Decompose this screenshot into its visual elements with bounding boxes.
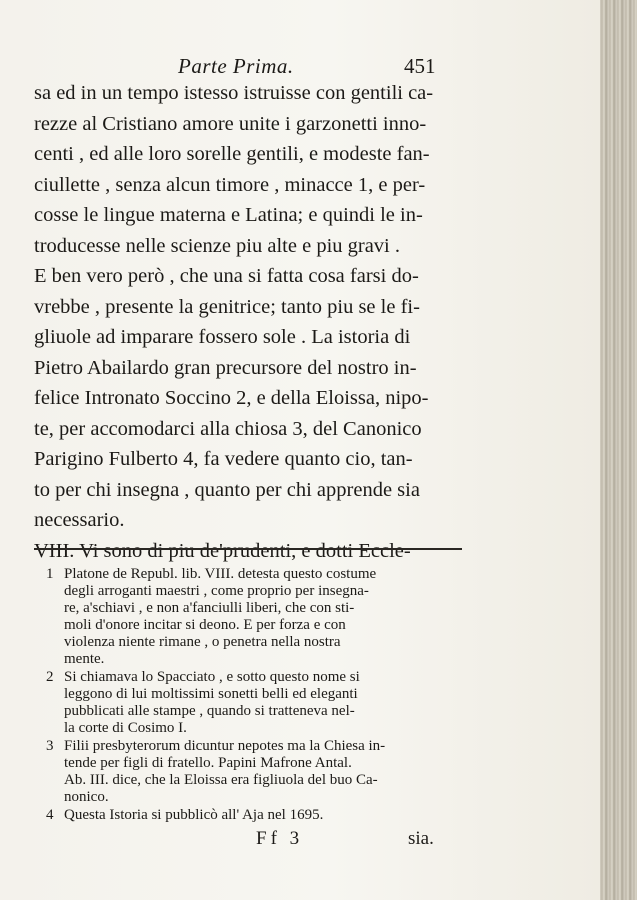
footnote-line: violenza niente rimane , o penetra nella nostra [64, 634, 341, 650]
footnote-line: degli arroganti maestri , come proprio per insegna- [64, 583, 369, 599]
text-line: gliuole ad imparare fossero sole . La istoria di [34, 326, 411, 348]
footnote-line: Ab. III. dice, che la Eloissa era figliuola del buo Ca- [64, 772, 378, 788]
footnote-number: 2 [46, 669, 54, 685]
footnote-number: 1 [46, 566, 54, 582]
text-line: necessario. [34, 509, 125, 531]
text-line: to per chi insegna , quanto per chi apprende sia [34, 478, 420, 501]
text-line: Pietro Abailardo gran precursore del nostro in- [34, 356, 417, 379]
footnote-line: tende per figli di fratello. Papini Mafrone Antal. [64, 755, 352, 771]
text-line: ciullette , senza alcun timore , minacce 1, e per- [34, 173, 426, 196]
text-line: sa ed in un tempo istesso istruisse con gentili ca- [34, 82, 434, 104]
text-line: cosse le lingue materna e Latina; e quindi le in- [34, 204, 423, 226]
signature-mark: Ff 3 [256, 828, 304, 849]
footnote-number: 4 [46, 807, 54, 823]
footnote [46, 566, 466, 668]
footnote-line: pubblicati alle stampe , quando si tratteneva nel- [64, 703, 355, 719]
page-edge-stack [600, 0, 637, 900]
footnotes [46, 566, 466, 825]
footnote-line: Questa Istoria si pubblicò all' Aja nel 1695. [64, 807, 324, 823]
running-title: Parte Prima. [178, 54, 294, 78]
footnote-line: leggono di lui moltissimi sonetti belli ed eleganti [64, 686, 358, 702]
page-number: 451 [404, 54, 436, 78]
main-text [34, 78, 464, 566]
text-line: felice Intronato Soccino 2, e della Eloissa, nipo- [34, 387, 429, 409]
footnote-line: mente. [64, 651, 105, 667]
footnote-line: re, a'schiavi , e non a'fanciulli liberi, che con sti- [64, 600, 355, 616]
text-line: E ben vero però , che una si fatta cosa farsi do- [34, 265, 419, 287]
footnote-number: 3 [46, 738, 54, 754]
text-line: te, per accomodarci alla chiosa 3, del Canonico [34, 417, 422, 440]
text-line: VIII. Vi sono di piu de'prudenti, e dotti Eccle- [34, 539, 411, 562]
footnote-line: nonico. [64, 789, 109, 805]
footnote-divider [34, 548, 462, 550]
footnote [46, 807, 466, 824]
footnote-line: Platone de Republ. lib. VIII. detesta questo costume [64, 566, 377, 582]
text-line: rezze al Cristiano amore unite i garzonetti inno- [34, 112, 427, 135]
footnote-line: Si chiamava lo Spacciato , e sotto questo nome si [64, 669, 360, 685]
text-line: centi , ed alle loro sorelle gentili, e modeste fan- [34, 143, 430, 165]
footnote-line: Filii presbyterorum dicuntur nepotes ma la Chiesa in- [64, 738, 386, 754]
footnote [46, 738, 466, 806]
text-line: troducesse nelle scienze piu alte e piu gravi . [34, 234, 401, 257]
footnote-line: la corte di Cosimo I. [64, 720, 187, 736]
catchword: sia. [408, 828, 434, 849]
footnote-line: moli d'onore incitar si deono. E per forza e con [64, 617, 346, 633]
text-line: Parigino Fulberto 4, fa vedere quanto cio, tan- [34, 448, 413, 470]
text-line: vrebbe , presente la genitrice; tanto piu se le fi- [34, 295, 420, 318]
page-footer [0, 828, 600, 858]
footnote [46, 669, 466, 737]
